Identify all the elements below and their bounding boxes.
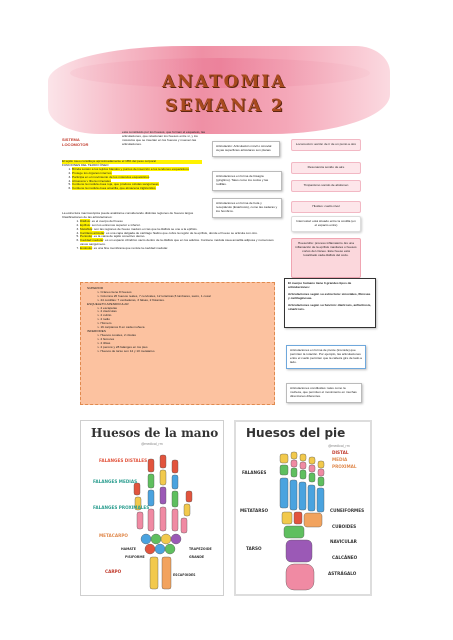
label-escafoides: ESCAFOIDES — [173, 573, 196, 577]
structure-intro: La estructura macroscópica puede analizarse considerando distintas regiones de huesos largos — [62, 211, 194, 215]
foot-sub: @medical_rm — [328, 444, 350, 448]
label-trapezoide: TRAPEZOIDE — [189, 547, 212, 551]
label-falanges-medias: FALANGES MEDIAS — [93, 479, 138, 484]
functions-title: FUNCIONES DEL TEJIDO ÓSEO — [62, 162, 109, 167]
skeleton-box — [80, 282, 275, 405]
condiloides-card — [286, 383, 362, 403]
silla-card — [286, 345, 366, 369]
inferior-title: INFERIORES — [87, 328, 106, 333]
structure-subtitle: Clasificaciones de las articulaciones: — [62, 214, 113, 219]
types-lead: El cuerpo humano tiene 3 grandes tipos de articulaciones: — [288, 281, 352, 289]
apendicular-item: ➢ 2 radio — [97, 317, 110, 322]
structure-text: : es una capa delgada de cartílago hialino que cubre la región de la epífisis, donde el hueso se articula con otro. — [104, 230, 258, 235]
apendicular-title: ESQUELETO APENDICULAR — [87, 301, 129, 306]
label-cuboides: CUBOIDES — [332, 524, 357, 529]
label-astragalo: ASTRÁGALO — [328, 571, 357, 576]
skeleton-box-content — [81, 283, 274, 357]
function-item: Participa en el movimiento de los músculos esqueléticos — [72, 174, 150, 179]
resonancia-card — [291, 162, 361, 174]
apendicular-item: ➢ 16 carpianos 8 en cada muñeca — [97, 325, 145, 330]
superior-item: ➢ Cráneo tiene 8 huesos — [97, 289, 132, 294]
sistema-label: SISTEMA LOCOMOTOR — [62, 137, 89, 147]
inferior-item: ➢ 2 fémures — [97, 336, 115, 341]
label-cuneiformes: CUNEIFORMES — [330, 508, 365, 513]
functions-list — [62, 168, 202, 191]
trocoide-card — [212, 198, 282, 218]
label-grande: GRANDE — [189, 555, 205, 559]
intercostal-text: Intercostal: está situado entre la costilla (en el espacio entre) — [296, 219, 356, 227]
superior-item: ➢ Columna 26 huesos reales, 7 cervicales, 12 torácicas,5 lumbares, sacro, 1 coxal — [97, 293, 211, 298]
apendicular-item: ➢ 2 clavículas — [97, 309, 117, 314]
label-navicular: NAVICULAR — [330, 539, 357, 544]
skeleton-line: El tejido óseo constituye aproximadamente el 18% del peso corporal — [62, 160, 202, 164]
types-box — [284, 278, 376, 328]
superior-item: ➢ 24 costillas: 7 verdaderas, 3 falsas, 2 flotantes. — [97, 297, 165, 302]
label-distal: DISTAL — [332, 450, 349, 455]
label-hamate: HAMATE — [121, 547, 136, 551]
hand-sub: @medical_rm — [141, 442, 163, 446]
hueso-card — [291, 238, 361, 278]
inferior-item: ➢ Huesos de tarso son 14 y 10 metatarso — [97, 348, 155, 353]
structure-text: : es el cuerpo del hueso — [89, 218, 123, 223]
apendicular-item: ➢ Húmero — [97, 321, 112, 326]
function-item: Protege los órganos internos — [72, 170, 112, 175]
label-falanges-distales: FALANGES DISTALES — [99, 458, 148, 463]
articulacion-text: Articulación: Articulación móvil o sinovial cuyas superficies articulares son planas — [216, 144, 272, 152]
hand-illustration — [126, 451, 221, 591]
label-calcaneo: CALCÁNEO — [332, 555, 358, 560]
function-item: Contiene la médula ósea roja, que produce células sanguíneas — [72, 182, 159, 187]
intercostal-card — [291, 216, 361, 232]
label-metacarpo: METACARPO — [99, 533, 128, 538]
foot-poster — [234, 420, 372, 596]
structure-term: Periostio — [80, 234, 93, 239]
function-item: Almacena y libera minerales — [72, 178, 111, 183]
foot-illustration — [274, 448, 334, 594]
inferior-item: ➢ Huesos coxales, 2 rótulas — [97, 332, 136, 337]
foot-title: Huesos del pie — [246, 426, 346, 440]
hioides-card — [291, 201, 361, 213]
condiloides-text: Articulaciones condiloides: tales como la muñeca, que permiten el movimiento en muchas direcciones diferentes. — [290, 386, 357, 398]
resonancia-text: Resonancia sonido de aire — [307, 165, 345, 169]
inferior-item: ➢ 2 peroné y 28 falanges en los pies — [97, 344, 148, 349]
label-pisiforme: PISIFORME — [125, 555, 145, 559]
sistema-definition: está constituido por los huesos, que forman el esqueleto, las articulaciones, que relacionan los huesos entre sí, y los músculos que se insertan en los huesos y mueven las articulaciones. — [122, 130, 206, 146]
page-title: ANATOMIA — [162, 72, 287, 92]
apendicular-list — [87, 307, 268, 330]
structure-text: : son las regiones de hueso maduro en las que la diáfisis se une a la epífisis. — [92, 226, 198, 231]
hueso-text: Hueso/drio: proceso inflamatorio. Es una inflamación de la epífisis maxilares o huesos cortos del cráneo. Este hueso está localizado cada diáfisis del codo. — [295, 241, 357, 257]
structure-term: Diáfisis — [80, 218, 90, 223]
silla-text: Articulaciones en forma de pivote (trocoide) que permiten la rotación. Por ejemplo, las articulaciones entre el cuello permiten que la cabeza gire de lado a lado. — [290, 348, 362, 364]
structure-term: Metáfisis — [80, 226, 93, 231]
label-falanges: FALANGES — [242, 470, 267, 475]
label-falanges-proximales: FALANGES PROXIMALES — [93, 505, 150, 510]
trocoide-text: Articulaciones en forma de bola y receptáculo (Enartrosis), como las caderas y los hombros. — [216, 201, 278, 213]
apendicular-item: ➢ 2 cubito — [97, 313, 112, 318]
structure-term: Endostio — [80, 246, 93, 251]
label-proximal: PROXIMAL — [332, 464, 357, 469]
structure-block — [62, 212, 277, 251]
structure-text: : es un espacio cilíndrico vacío dentro de la diáfisis que en los adultos. Contiene médula ósea amarilla adiposa y numerosos vasos sanguíneos. — [80, 238, 274, 247]
apendicular-item: ➢ 2 escápulas — [97, 305, 117, 310]
sistema-label-box — [62, 138, 98, 147]
superior-title: SUPERIOR — [87, 286, 104, 290]
function-item: Brinda sostén a los tejidos blandos y puntos de inserción a los tendones esqueléticos — [72, 166, 189, 171]
types-function: Articulaciones según su función: diartrosis, anfiartrosis, sinartrosis. — [288, 302, 372, 311]
label-media: MEDIA — [332, 457, 348, 462]
locomocion-card — [291, 139, 361, 151]
label-carpo: CARPO — [105, 569, 122, 574]
sinartrosis-card — [212, 171, 282, 191]
timpanismo-card — [291, 180, 361, 192]
functions-block — [62, 160, 202, 191]
label-metatarso: METATARSO — [240, 508, 269, 513]
sinartrosis-text: Articulaciones en forma de bisagra (gínglimo). Tales como los codos y las rodillas. — [216, 174, 269, 186]
locomocion-text: Locomoción: acción de ir de un punto a otro — [295, 142, 357, 146]
structure-text: : son los extremos superior e inferior. — [89, 222, 141, 227]
structure-term: Epífisis — [80, 222, 90, 227]
hand-poster — [80, 420, 224, 596]
structure-term: Cartílago articular — [80, 230, 105, 235]
articulacion-card — [212, 141, 280, 157]
inferior-list — [87, 334, 268, 354]
structure-list — [62, 220, 277, 251]
structure-text: : es la vaina de tejido conectivo denso. — [92, 234, 146, 239]
label-tarso: TARSO — [246, 546, 262, 551]
superior-list — [87, 291, 268, 303]
structure-text: : es una fina membrana que reviste la cavidad medular. — [92, 246, 169, 251]
function-item: Contiene la médula ósea amarilla, que almacena triglicéridos — [72, 186, 156, 191]
types-structure: Articulaciones según su estructura: sinoviales, fibrosas y cartilaginosas. — [288, 291, 371, 300]
structure-term: Cavidad medular — [80, 238, 104, 243]
hand-title: Huesos de la mano — [91, 426, 219, 440]
hioides-text: Hioides: cuello nivel — [312, 204, 340, 208]
timpanismo-text: Timpanismo sonido de abdomen — [303, 183, 349, 187]
inferior-item: ➢ 2 tibias — [97, 340, 111, 345]
page-subtitle: SEMANA 2 — [165, 96, 285, 116]
